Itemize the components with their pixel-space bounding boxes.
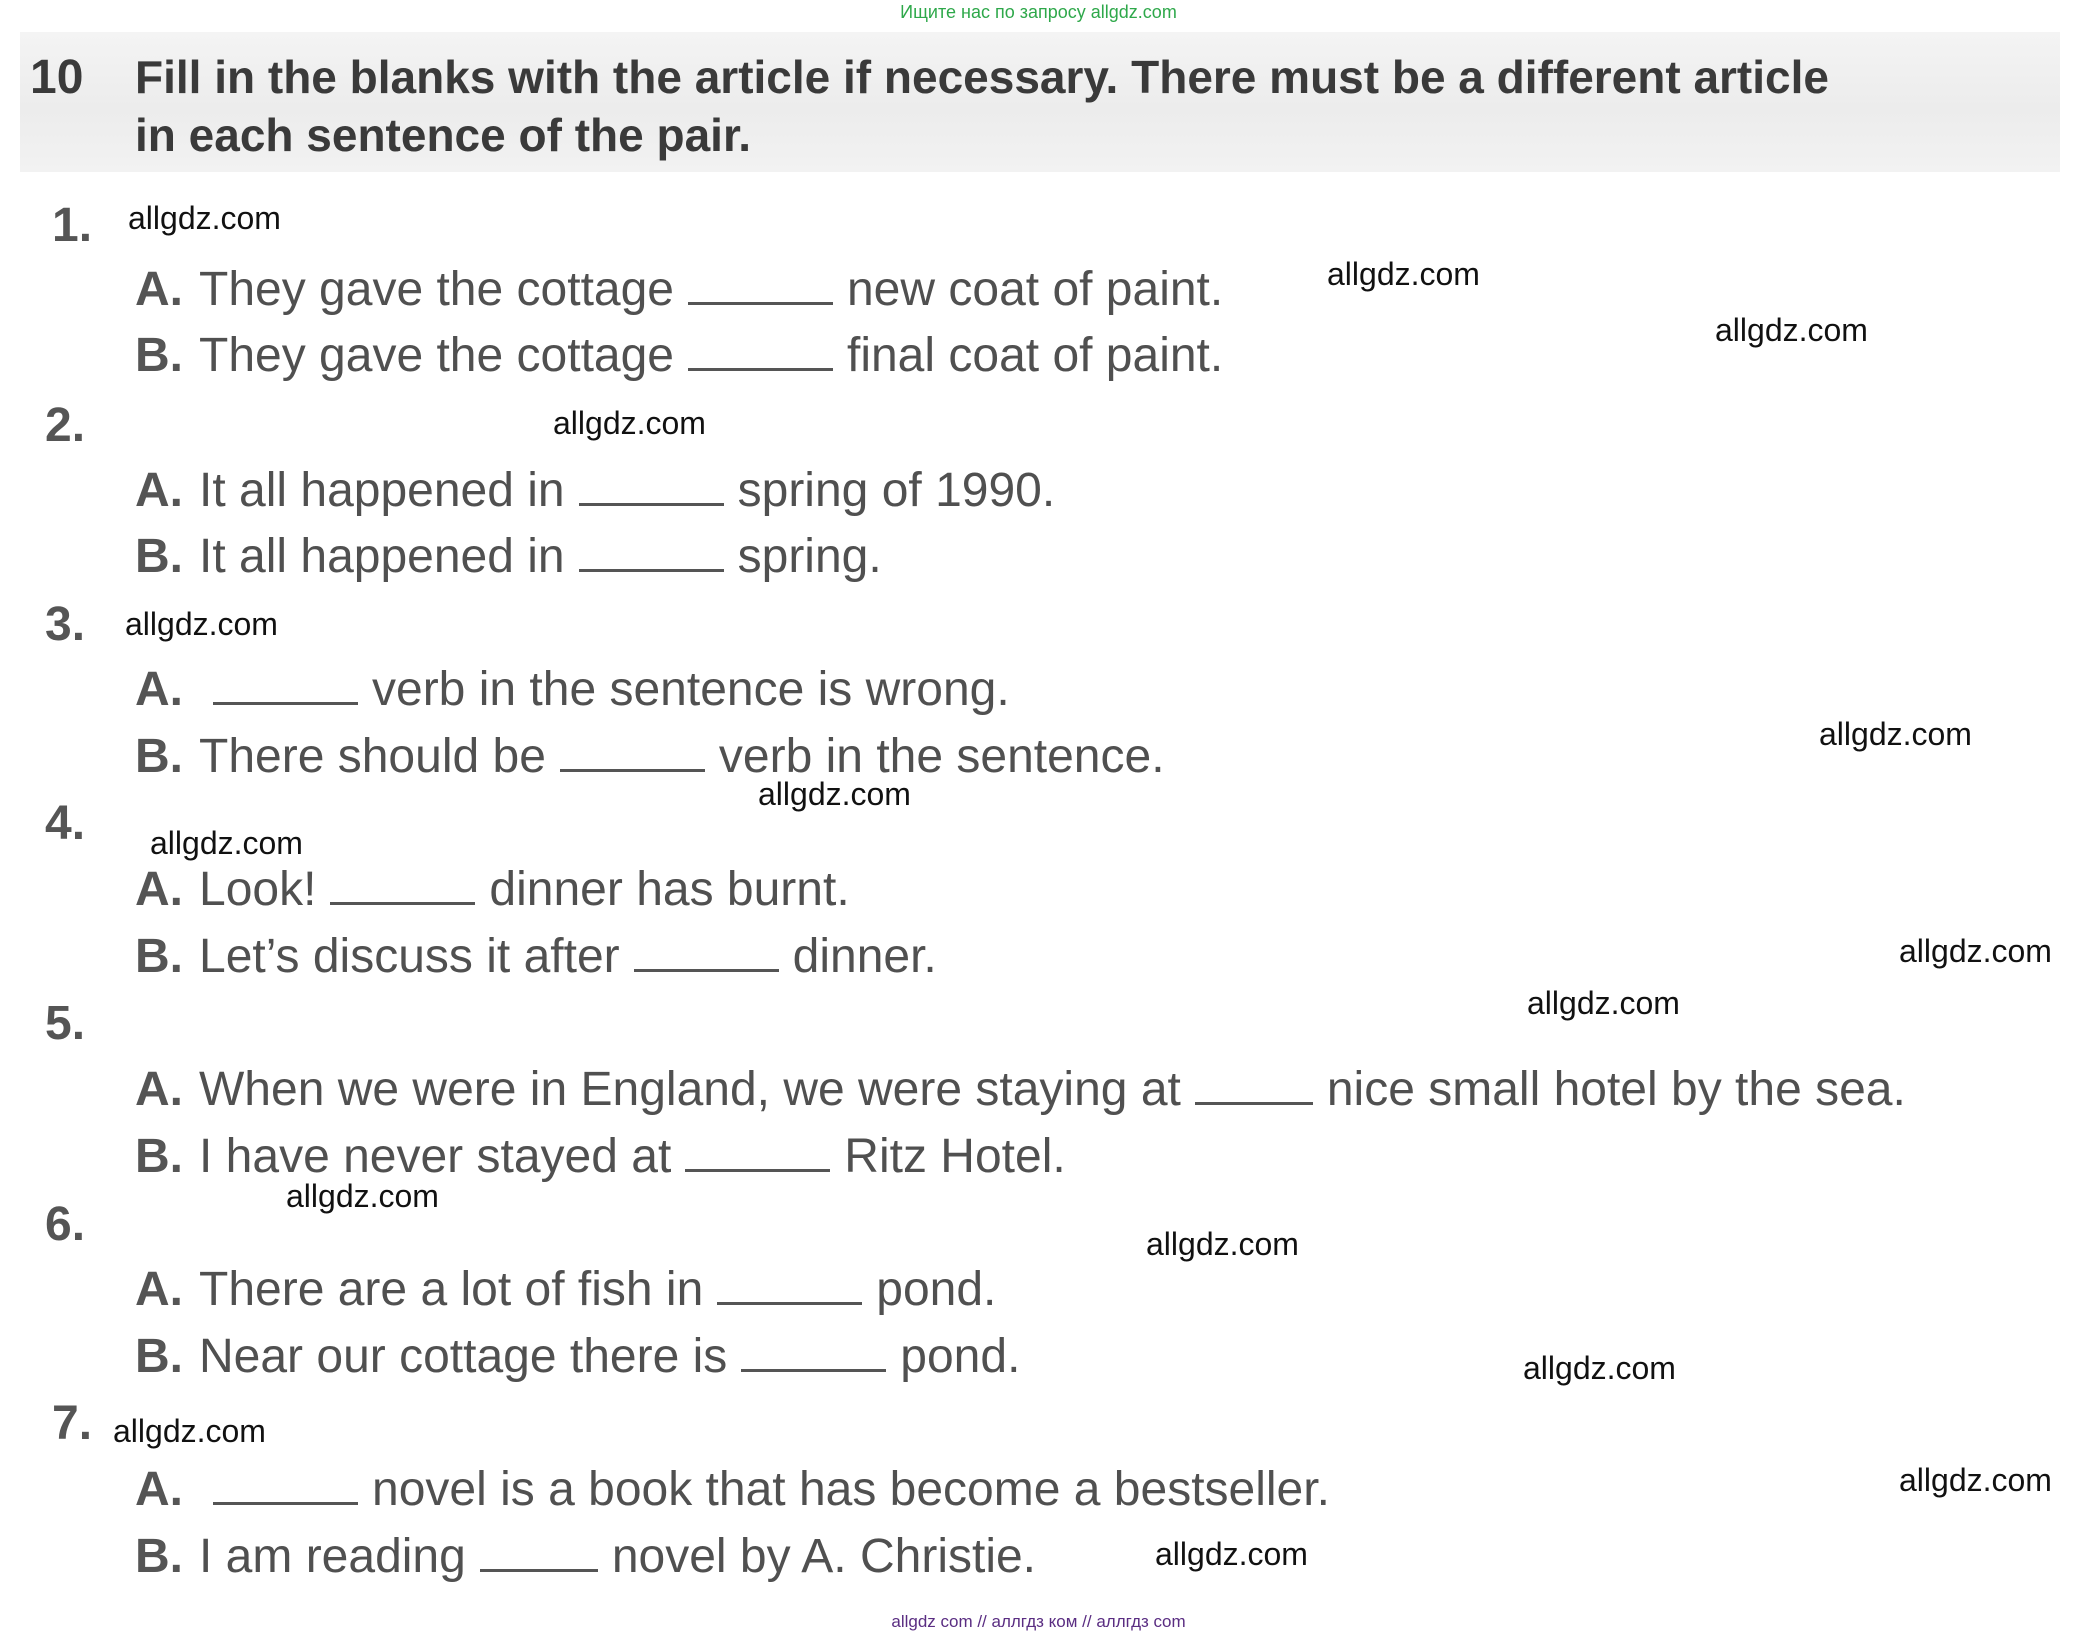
answer-blank[interactable] <box>579 467 724 506</box>
sentence-4b <box>135 929 937 984</box>
sentence-1b <box>135 328 1223 383</box>
watermark: allgdz.com <box>1715 312 1868 348</box>
watermark: allgdz.com <box>113 1413 266 1449</box>
sentence-text-before: I have never stayed at <box>199 1130 672 1183</box>
sentence-text-before: There should be <box>199 730 546 783</box>
item-number-2: 2. <box>45 399 86 452</box>
sentence-text-after: pond. <box>900 1330 1021 1383</box>
answer-blank[interactable] <box>213 666 358 705</box>
item-number-1: 1. <box>52 199 93 252</box>
item-number-5: 5. <box>45 997 86 1050</box>
sentence-letter: B. <box>135 1530 183 1583</box>
sentence-text-before: When we were in England, we were staying at <box>199 1063 1181 1116</box>
watermark: allgdz.com <box>150 825 303 861</box>
sentence-text-after: nice small hotel by the sea. <box>1326 1063 1906 1116</box>
sentence-2a <box>135 463 1055 518</box>
item-number-3: 3. <box>45 598 86 651</box>
answer-blank[interactable] <box>213 1466 358 1505</box>
sentence-text-before: Near our cottage there is <box>199 1330 728 1383</box>
sentence-letter: B. <box>135 1330 183 1383</box>
sentence-letter: B. <box>135 530 183 583</box>
watermark: allgdz.com <box>125 606 278 642</box>
sentence-text-after: dinner. <box>792 930 937 983</box>
sentence-5b <box>135 1129 1066 1184</box>
sentence-text-before: Let’s discuss it after <box>199 930 620 983</box>
sentence-letter: A. <box>135 263 183 316</box>
watermark: allgdz.com <box>1819 716 1972 752</box>
sentence-4a <box>135 862 850 917</box>
answer-blank[interactable] <box>717 1266 862 1305</box>
sentence-letter: A. <box>135 464 183 517</box>
sentence-text-after: verb in the sentence. <box>718 730 1165 783</box>
sentence-text-after: new coat of paint. <box>846 263 1224 316</box>
answer-blank[interactable] <box>688 332 833 371</box>
sentence-letter: A. <box>135 1063 183 1116</box>
watermark: allgdz.com <box>286 1178 439 1214</box>
sentence-7a <box>135 1462 1330 1517</box>
answer-blank[interactable] <box>560 733 705 772</box>
sentence-3b <box>135 729 1165 784</box>
answer-blank[interactable] <box>688 266 833 305</box>
sentence-text-after: spring. <box>737 530 882 583</box>
sentence-5a <box>135 1062 1906 1117</box>
watermark: allgdz.com <box>1899 933 2052 969</box>
sentence-text-before: They gave the cottage <box>199 329 674 382</box>
sentence-letter: A. <box>135 663 183 716</box>
sentence-letter: A. <box>135 1263 183 1316</box>
footer-watermark: allgdz com // аллгдз ком // аллгдз com <box>891 1612 1186 1631</box>
sentence-text-after: final coat of paint. <box>846 329 1224 382</box>
top-search-note: Ищите нас по запросу allgdz.com <box>900 2 1177 22</box>
sentence-7b <box>135 1529 1036 1584</box>
sentence-1a <box>135 262 1223 317</box>
watermark: allgdz.com <box>1523 1350 1676 1386</box>
sentence-letter: A. <box>135 863 183 916</box>
sentence-letter: B. <box>135 329 183 382</box>
answer-blank[interactable] <box>1195 1066 1313 1105</box>
sentence-letter: B. <box>135 1130 183 1183</box>
sentence-text-after: dinner has burnt. <box>489 863 850 916</box>
answer-blank[interactable] <box>480 1533 598 1572</box>
item-number-7: 7. <box>52 1397 93 1450</box>
watermark: allgdz.com <box>1327 256 1480 292</box>
answer-blank[interactable] <box>685 1133 830 1172</box>
watermark: allgdz.com <box>1899 1462 2052 1498</box>
sentence-text-before: It all happened in <box>199 530 565 583</box>
watermark: allgdz.com <box>553 405 706 441</box>
sentence-text-before: I am reading <box>199 1530 466 1583</box>
sentence-text-after: novel is a book that has become a bestseller. <box>372 1463 1330 1516</box>
sentence-letter: A. <box>135 1463 183 1516</box>
watermark: allgdz.com <box>758 776 911 812</box>
watermark: allgdz.com <box>1527 985 1680 1021</box>
answer-blank[interactable] <box>741 1333 886 1372</box>
exercise-instruction: Fill in the blanks with the article if necessary. There must be a different article in each sentence of the pair. <box>135 51 1829 161</box>
item-number-6: 6. <box>45 1198 86 1251</box>
sentence-2b <box>135 529 882 584</box>
sentence-6b <box>135 1329 1020 1384</box>
sentence-letter: B. <box>135 730 183 783</box>
sentence-text-after: Ritz Hotel. <box>844 1130 1066 1183</box>
sentence-text-after: spring of 1990. <box>737 464 1056 517</box>
watermark: allgdz.com <box>1146 1226 1299 1262</box>
answer-blank[interactable] <box>330 866 475 905</box>
sentence-text-before: Look! <box>199 863 317 916</box>
answer-blank[interactable] <box>579 533 724 572</box>
sentence-3a <box>135 662 1010 717</box>
sentence-text-after: novel by A. Christie. <box>611 1530 1037 1583</box>
exercise-number: 10 <box>30 51 84 104</box>
watermark: allgdz.com <box>1155 1536 1308 1572</box>
sentence-text-after: verb in the sentence is wrong. <box>372 663 1010 716</box>
sentence-text-after: pond. <box>876 1263 997 1316</box>
sentence-text-before: They gave the cottage <box>199 263 674 316</box>
answer-blank[interactable] <box>634 933 779 972</box>
sentence-letter: B. <box>135 930 183 983</box>
item-number-4: 4. <box>45 797 86 850</box>
sentence-text-before: It all happened in <box>199 464 565 517</box>
sentence-6a <box>135 1262 996 1317</box>
sentence-text-before: There are a lot of fish in <box>199 1263 704 1316</box>
watermark: allgdz.com <box>128 200 281 236</box>
